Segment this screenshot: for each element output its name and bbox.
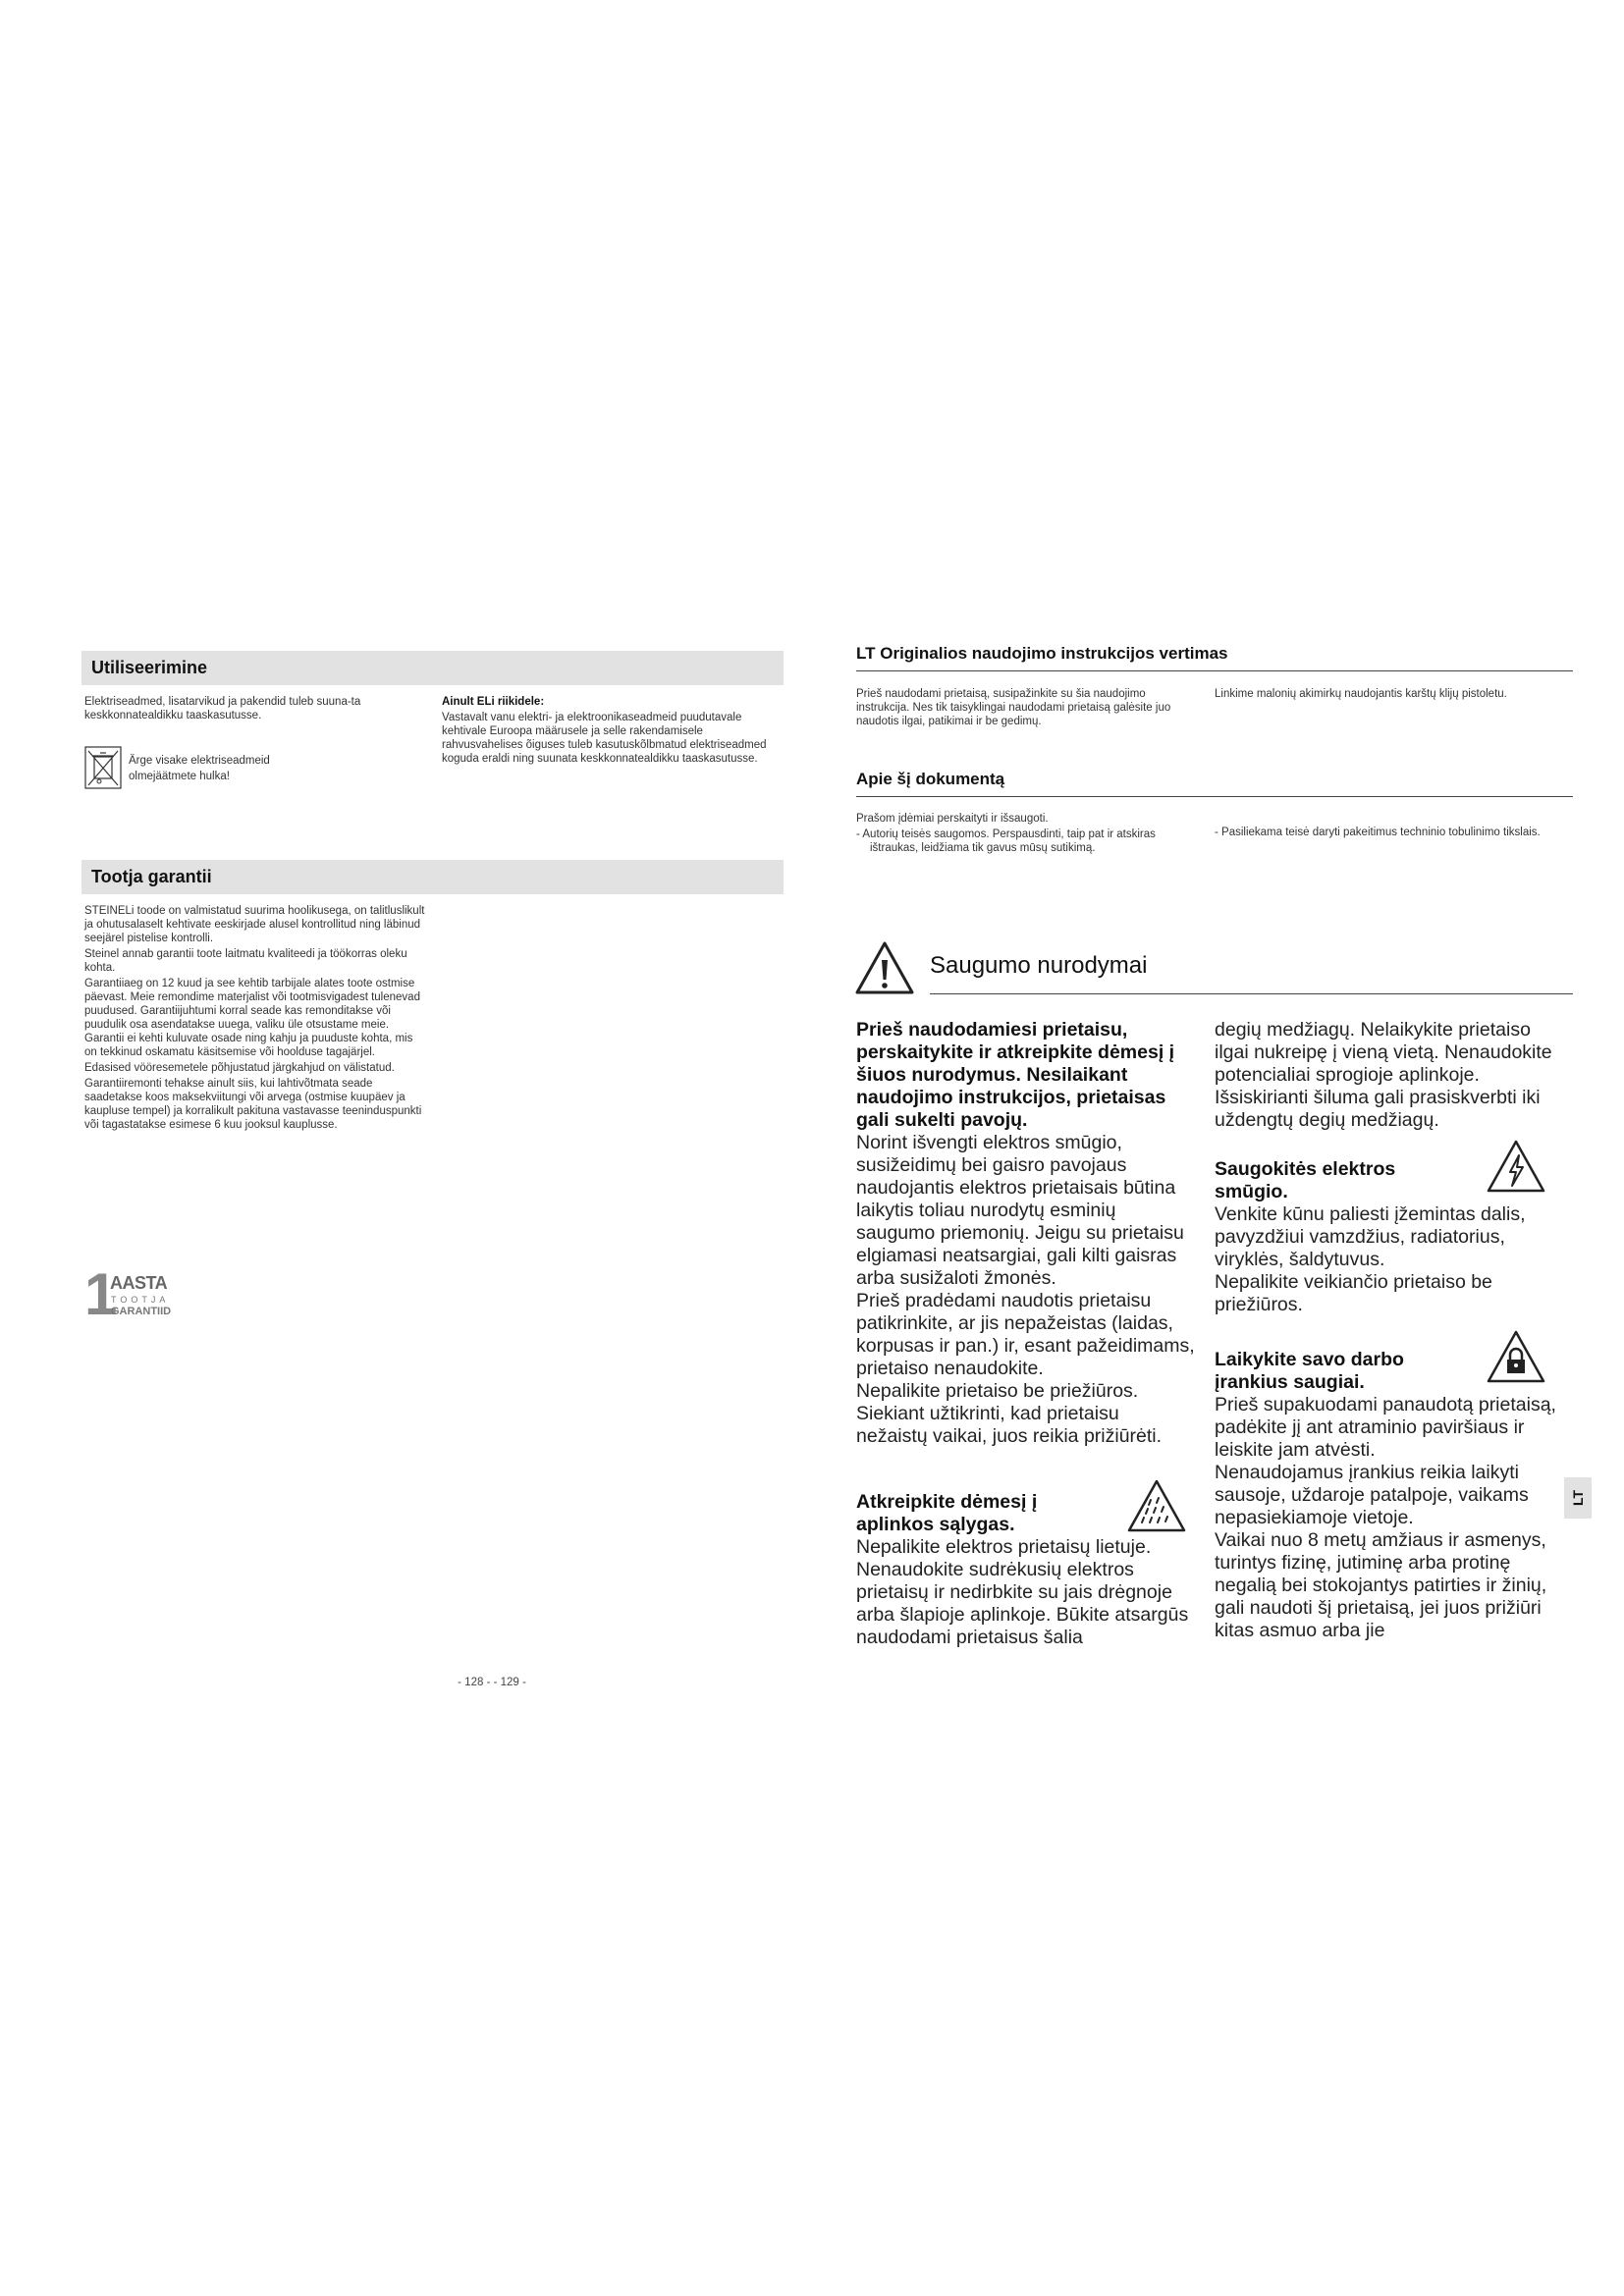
tools-text: Prieš supakuodami panaudotą prietaisą, padėkite jį ant atraminio paviršiaus ir leiskite jam atvėsti. bbox=[1215, 1394, 1556, 1461]
tools-text: Vaikai nuo 8 metų amžiaus ir asmenys, turintys fizinę, jutiminę arba protinę negalią bei stokojantys patirties ir žinių, gali naudoti šį prietaisą, jei juos prižiūri kitas asmuo arba jie bbox=[1215, 1529, 1547, 1641]
safety-paragraph: Prieš pradėdami naudotis prietaisu patikrinkite, ar jis nepažeistas (laidas, korpusas ir pan.) ir, esant pažeidimams, prietaiso nenaudokite. bbox=[856, 1290, 1195, 1379]
about-intro: Prašom įdėmiai perskaityti ir išsaugoti. bbox=[856, 813, 1049, 825]
section-heading-garantii bbox=[81, 860, 784, 894]
eli-text: Vastavalt vanu elektri- ja elektroonikaseadmeid puudutavale kehtivale Euroopa määrusele ja selle rakendamisele rahvusvahelises õiguses tuleb kasutuskõlbmatud elektriseadmed koguda eraldi ning suunata keskkonnatealdikku taaskasutusse. bbox=[442, 712, 767, 765]
warning-triangle-icon bbox=[854, 940, 915, 995]
safety-title-text: Saugumo nurodymai bbox=[930, 952, 1148, 979]
shock-heading: Saugokitės elektros smūgio. bbox=[1215, 1158, 1396, 1202]
about-col-1 bbox=[856, 812, 1200, 857]
logo-line-3: GARANTIID bbox=[111, 1306, 172, 1317]
safety-col-2-top bbox=[1215, 1019, 1558, 1132]
safety-paragraph: Siekiant užtikrinti, kad prietaisu nežaistų vaikai, juos reikia prižiūrėti. bbox=[856, 1403, 1163, 1447]
about-col-2 bbox=[1215, 826, 1558, 841]
tools-text: Nenaudojamus įrankius reikia laikyti sausoje, uždaroje patalpoje, vaikams nepasiekiamoje vietoje. bbox=[1215, 1462, 1529, 1528]
warranty-paragraph: Edasised vööresemetele põhjustatud järgkahjud on välistatud. bbox=[84, 1062, 395, 1074]
eli-heading: Ainult ELi riikidele: bbox=[442, 696, 545, 708]
safety-paragraph: Nepalikite prietaiso be priežiūros. bbox=[856, 1380, 1139, 1402]
disposal-intro-text: Elektriseadmed, lisatarvikud ja pakendid tuleb suuna-ta keskkonnatealdikku taaskasutusse. bbox=[84, 696, 361, 721]
intro-col-2 bbox=[1215, 687, 1558, 703]
warranty-paragraph: Garantiiremonti tehakse ainult siis, kui lahtivõtmata seade saadetakse koos maksekviitungi või arvega (ostmise kuupäev ja kaupluse tempel) ja korralikult pakituna vastavasse teeninduspunkti või tagastatakse esimese 6 kuu jooksul kauplusse. bbox=[84, 1078, 422, 1131]
padlock-warning-icon bbox=[1486, 1329, 1546, 1384]
logo-number: 1 bbox=[84, 1261, 118, 1327]
about-heading-text: Apie šį dokumentą bbox=[856, 770, 1005, 788]
tools-block bbox=[1215, 1349, 1558, 1642]
safety-intro-bold: Prieš naudodamiesi prietaisu, perskaitykite ir atkreipkite dėmesį į šiuos nurodymus. Nesilaikant naudojimo instrukcijos, prietaisas gali sukelti pavojų. bbox=[856, 1019, 1175, 1131]
section-heading-utiliseerimine bbox=[81, 651, 784, 685]
logo-word: AASTA bbox=[110, 1273, 168, 1293]
disposal-warning bbox=[129, 754, 384, 785]
disposal-intro bbox=[84, 695, 426, 724]
intro-col-1-text: Prieš naudodami prietaisą, susipažinkite su šia naudojimo instrukcija. Nes tik taisyklingai naudodami prietaisą galėsite juo naudotis ilgai, patikimai ir be gedimų. bbox=[856, 688, 1171, 727]
environment-text: Nepalikite elektros prietaisų lietuje. Nenaudokite sudrėkusių elektros prietaisų ir nedirbkite su jais drėgnoje arba šlapioje aplinkoje. Būkite atsargūs naudodami prietaisus šalia bbox=[856, 1536, 1189, 1648]
warranty-text bbox=[84, 904, 426, 1134]
electric-shock-icon bbox=[1486, 1139, 1546, 1194]
warranty-paragraph: Garantiiaeg on 12 kuud ja see kehtib tarbijale alates toote ostmise päevast. Meie remondime materjalist või tootmisvigadest tulenevad puudused. Garantiijuhtumi korral seade kas remonditakse või puudulik osa asendatakse uuega, valiku üle otsustame meie. Garantii ei kehti kuluvate osade ning kahju ja puuduste kohta, mis on tekkinud oskamatu käsitsemise või hoolduse tagajärjel. bbox=[84, 978, 420, 1058]
safety-paragraph: degių medžiagų. Nelaikykite prietaiso ilgai nukreipę į vieną vietą. Nenaudokite potencialiai sprogioje aplinkoje. Išsiskirianti šiluma gali prasiskverbti iki uždengtų degių medžiagų. bbox=[1215, 1019, 1552, 1131]
warning-line-1: Ärge visake elektriseadmeid bbox=[129, 755, 270, 767]
about-item: - Autorių teisės saugomos. Perspausdinti, taip pat ir atskiras ištraukas, leidžiama tik gavus mūsų sutikimą. bbox=[856, 828, 1156, 854]
language-side-tab-label: LT bbox=[1570, 1489, 1586, 1507]
safety-paragraph: Norint išvengti elektros smūgio, susižeidimų bei gaisro pavojaus naudojantis elektros prietaisais būtina laikytis toliau nurodytų esminių saugumo priemonių. Jeigu su prietaisu elgiamasi neatsargiai, gali kilti gaisras arba susižaloti žmonės. bbox=[856, 1132, 1184, 1289]
language-side-tab bbox=[1564, 1477, 1592, 1519]
intro-col-1 bbox=[856, 687, 1200, 730]
rain-warning-icon bbox=[1126, 1478, 1187, 1533]
about-item: - Pasiliekama teisė daryti pakeitimus techninio tobulinimo tikslais. bbox=[1215, 827, 1541, 838]
language-header-text: LT Originalios naudojimo instrukcijos vertimas bbox=[856, 644, 1228, 663]
language-header bbox=[856, 644, 1573, 664]
eli-block bbox=[442, 695, 776, 768]
about-heading bbox=[856, 770, 1573, 789]
environment-heading: Atkreipkite dėmesį į aplinkos sąlygas. bbox=[856, 1491, 1038, 1535]
warranty-logo bbox=[84, 1261, 242, 1330]
warranty-paragraph: Steinel annab garantii toote laitmatu kvaliteedi ja töökorras oleku kohta. bbox=[84, 948, 407, 974]
heading-text: Tootja garantii bbox=[91, 867, 212, 886]
safety-title bbox=[930, 952, 1147, 980]
divider bbox=[856, 670, 1573, 671]
divider bbox=[930, 993, 1573, 994]
page-numbers bbox=[0, 1677, 984, 1688]
safety-col-1 bbox=[856, 1019, 1195, 1448]
warranty-paragraph: STEINELi toode on valmistatud suurima hoolikusega, on talitluslikult ja ohutusalaselt kehtivate eeskirjade alusel kontrollitud ning läbinud seejärel pistelise kontrolli. bbox=[84, 905, 425, 944]
logo-line-2: TOOTJA bbox=[111, 1295, 170, 1305]
intro-col-2-text: Linkime malonių akimirkų naudojantis karštų klijų pistoletu. bbox=[1215, 688, 1507, 700]
tools-heading: Laikykite savo darbo įrankius saugiai. bbox=[1215, 1349, 1404, 1393]
shock-text: Nepalikite veikiančio prietaiso be priežiūros. bbox=[1215, 1271, 1492, 1315]
page-numbers-text: - 128 - - 129 - bbox=[458, 1677, 526, 1688]
divider bbox=[856, 796, 1573, 797]
crossed-bin-icon bbox=[84, 746, 122, 789]
shock-text: Venkite kūnu paliesti įžemintas dalis, pavyzdžiui vamzdžius, radiatorius, viryklės, šaldytuvus. bbox=[1215, 1203, 1526, 1270]
warning-line-2: olmejäätmete hulka! bbox=[129, 771, 230, 782]
heading-text: Utiliseerimine bbox=[91, 658, 208, 677]
